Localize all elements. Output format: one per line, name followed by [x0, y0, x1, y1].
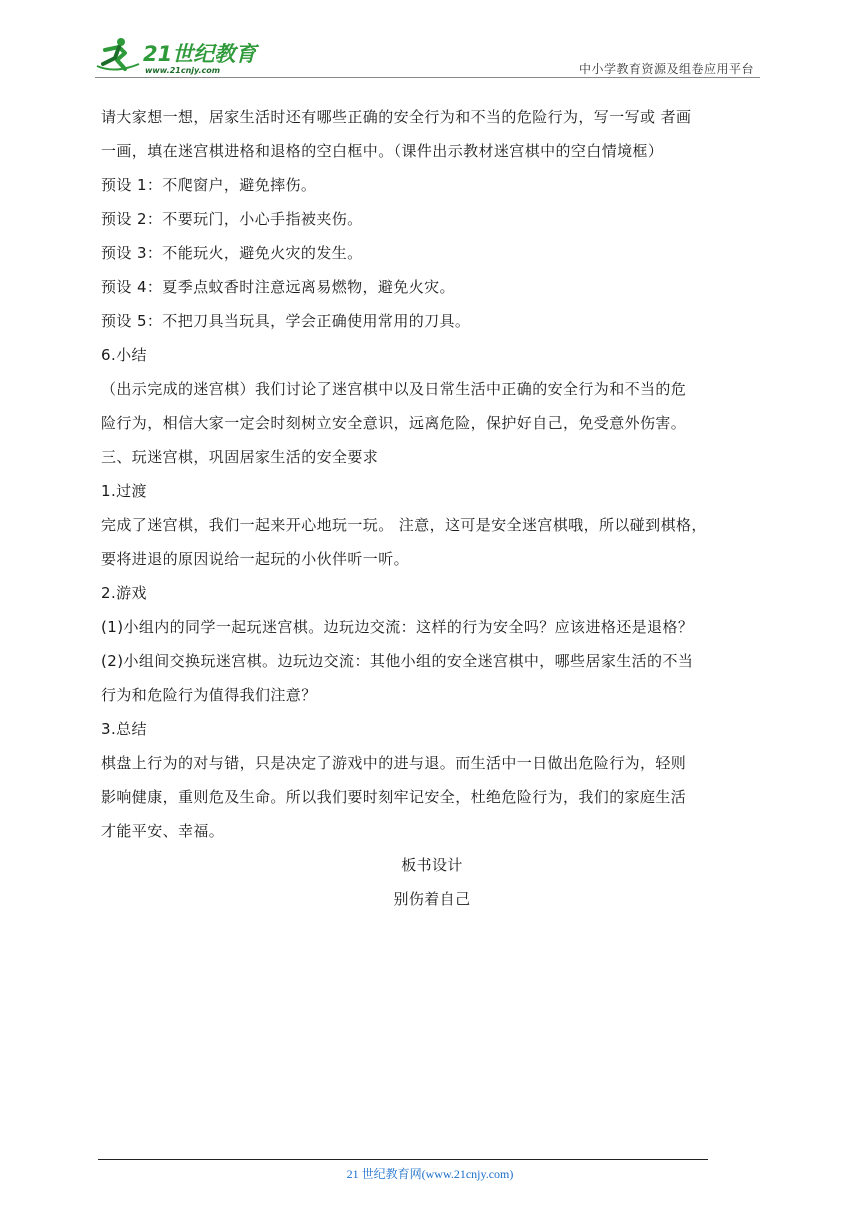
logo-21cnjy — [95, 36, 265, 76]
preset-line: 预设 5：不把刀具当玩具，学会正确使用常用的刀具。 — [101, 312, 471, 330]
body-line: 险行为，相信大家一定会时刻树立安全意识，远离危险，保护好自己，免受意外伤害。 — [101, 414, 687, 432]
body-line: 要将进退的原因说给一起玩的小伙伴听一听。 — [101, 550, 410, 568]
body-line: 影响健康，重则危及生命。所以我们要时刻牢记安全，杜绝危险行为，我们的家庭生活 — [101, 788, 687, 806]
document-body — [101, 100, 763, 916]
section-heading: 2.游戏 — [101, 584, 147, 602]
section-heading: 三、玩迷宫棋，巩固居家生活的安全要求 — [101, 448, 379, 466]
preset-line: 预设 2：不要玩门，小心手指被夹伤。 — [101, 210, 363, 228]
body-line: （出示完成的迷宫棋）我们讨论了迷宫棋中以及日常生活中正确的安全行为和不当的危 — [101, 380, 687, 398]
board-design-title: 板书设计 — [401, 856, 463, 874]
preset-line: 预设 3：不能玩火，避免火灾的发生。 — [101, 244, 363, 262]
section-heading: 3.总结 — [101, 720, 147, 738]
body-line: 完成了迷宫棋，我们一起来开心地玩一玩。 注意，这可是安全迷宫棋哦，所以碰到棋格， — [101, 516, 707, 534]
footer-text: 21 世纪教育网(www.21cnjy.com) — [346, 1167, 514, 1181]
footer-divider — [98, 1159, 708, 1160]
section-heading: 6.小结 — [101, 346, 147, 364]
running-figure-icon — [97, 38, 139, 70]
preset-line: 预设 4：夏季点蚊香时注意远离易燃物，避免火灾。 — [101, 278, 455, 296]
page-header — [95, 30, 760, 80]
header-divider — [95, 77, 760, 78]
body-line: 一画，填在迷宫棋进格和退格的空白框中。（课件出示教材迷宫棋中的空白情境框） — [101, 142, 664, 160]
body-line: 才能平安、幸福。 — [101, 822, 225, 840]
preset-line: 预设 1：不爬窗户，避免摔伤。 — [101, 176, 317, 194]
body-line: 棋盘上行为的对与错，只是决定了游戏中的进与退。而生活中一日做出危险行为，轻则 — [101, 754, 687, 772]
body-line: 行为和危险行为值得我们注意？ — [101, 686, 317, 704]
platform-name: 中小学教育资源及组卷应用平台 — [578, 62, 754, 76]
board-design-subtitle: 别伤着自己 — [393, 890, 471, 908]
svg-text:21世纪教育: 21世纪教育 — [143, 42, 257, 66]
svg-text:www.21cnjy.com: www.21cnjy.com — [145, 66, 221, 75]
section-heading: 1.过渡 — [101, 482, 147, 500]
body-line: (2)小组间交换玩迷宫棋。边玩边交流：其他小组的安全迷宫棋中，哪些居家生活的不当 — [101, 652, 694, 670]
body-line: 请大家想一想，居家生活时还有哪些正确的安全行为和不当的危险行为，写一写或 者画 — [101, 108, 692, 126]
body-line: (1)小组内的同学一起玩迷宫棋。边玩边交流：这样的行为安全吗？应该进格还是退格？ — [101, 618, 694, 636]
